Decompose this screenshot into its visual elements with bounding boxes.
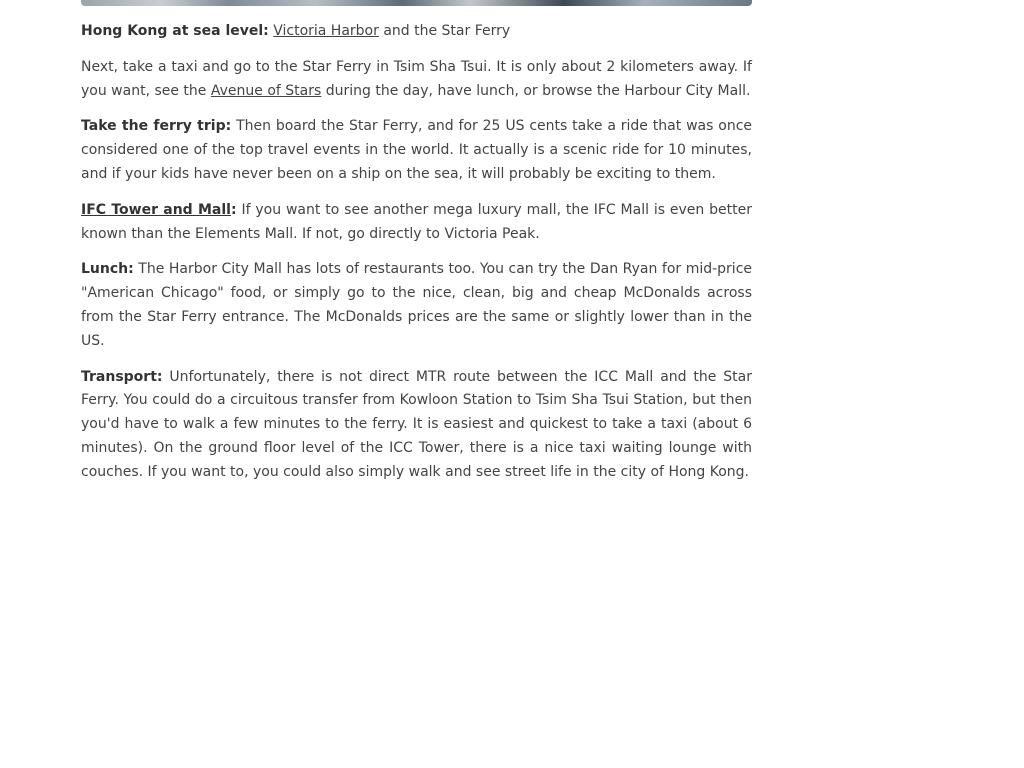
intro-text-2: during the day, have lunch, or browse the Harbour City Mall.: [325, 82, 751, 99]
intro-paragraph: [81, 56, 752, 104]
intro-text-1: Next, take a taxi and go to the Star Ferry in Tsim Sha Tsui. It is only about 2 kilometers away. If you want, see the: [81, 58, 752, 99]
victoria-harbor-link[interactable]: Victoria Harbor: [273, 23, 379, 39]
ifc-colon: :: [230, 201, 237, 218]
avenue-of-stars-link[interactable]: Avenue of Stars: [210, 82, 322, 99]
ferry-text: Then board the Star Ferry, and for 25 US cents take a ride that was once considered one of the top travel events in the world. It actually is a scenic ride for 10 minutes, and if your kids have never been on a ship on the sea, it will probably be exciting to them.: [81, 118, 753, 182]
ifc-paragraph: [81, 199, 752, 247]
lunch-text: The Harbor City Mall has lots of restaurants too. You can try the Dan Ryan for mid-price "American Chicago" food, or simply go to the nice, clean, big and cheap McDonalds across from the Star Ferry entrance. The McDonalds prices are the same or slightly lower than in the US.: [81, 261, 752, 349]
harbor-photo: [81, 0, 752, 6]
photo-caption: [81, 20, 752, 44]
ifc-tower-link[interactable]: IFC Tower and Mall: [81, 201, 231, 218]
transport-paragraph: [81, 366, 752, 485]
transport-heading: Transport:: [81, 368, 163, 385]
lunch-paragraph: [81, 258, 752, 353]
ifc-text: If you want to see another mega luxury mall, the IFC Mall is even better known than the Elements Mall. If not, go directly to Victoria Peak.: [81, 201, 753, 242]
article-body: [81, 20, 752, 497]
ferry-paragraph: [81, 115, 752, 186]
caption-text: and the Star Ferry: [383, 23, 511, 39]
ferry-heading: Take the ferry trip:: [81, 118, 232, 135]
lunch-heading: Lunch:: [81, 261, 134, 278]
caption-heading: Hong Kong at sea level:: [81, 23, 269, 39]
transport-text: Unfortunately, there is not direct MTR route between the ICC Mall and the Star Ferry. You could do a circuitous transfer from Kowloon Station to Tsim Sha Tsui Station, but then you'd have to walk a few minutes to the ferry. It is easiest and quickest to take a taxi (about 6 minutes). On the ground floor level of the ICC Tower, there is a nice taxi waiting lounge with couches. If you want to, you could also simply walk and see street life in the city of Hong Kong.: [81, 368, 752, 480]
